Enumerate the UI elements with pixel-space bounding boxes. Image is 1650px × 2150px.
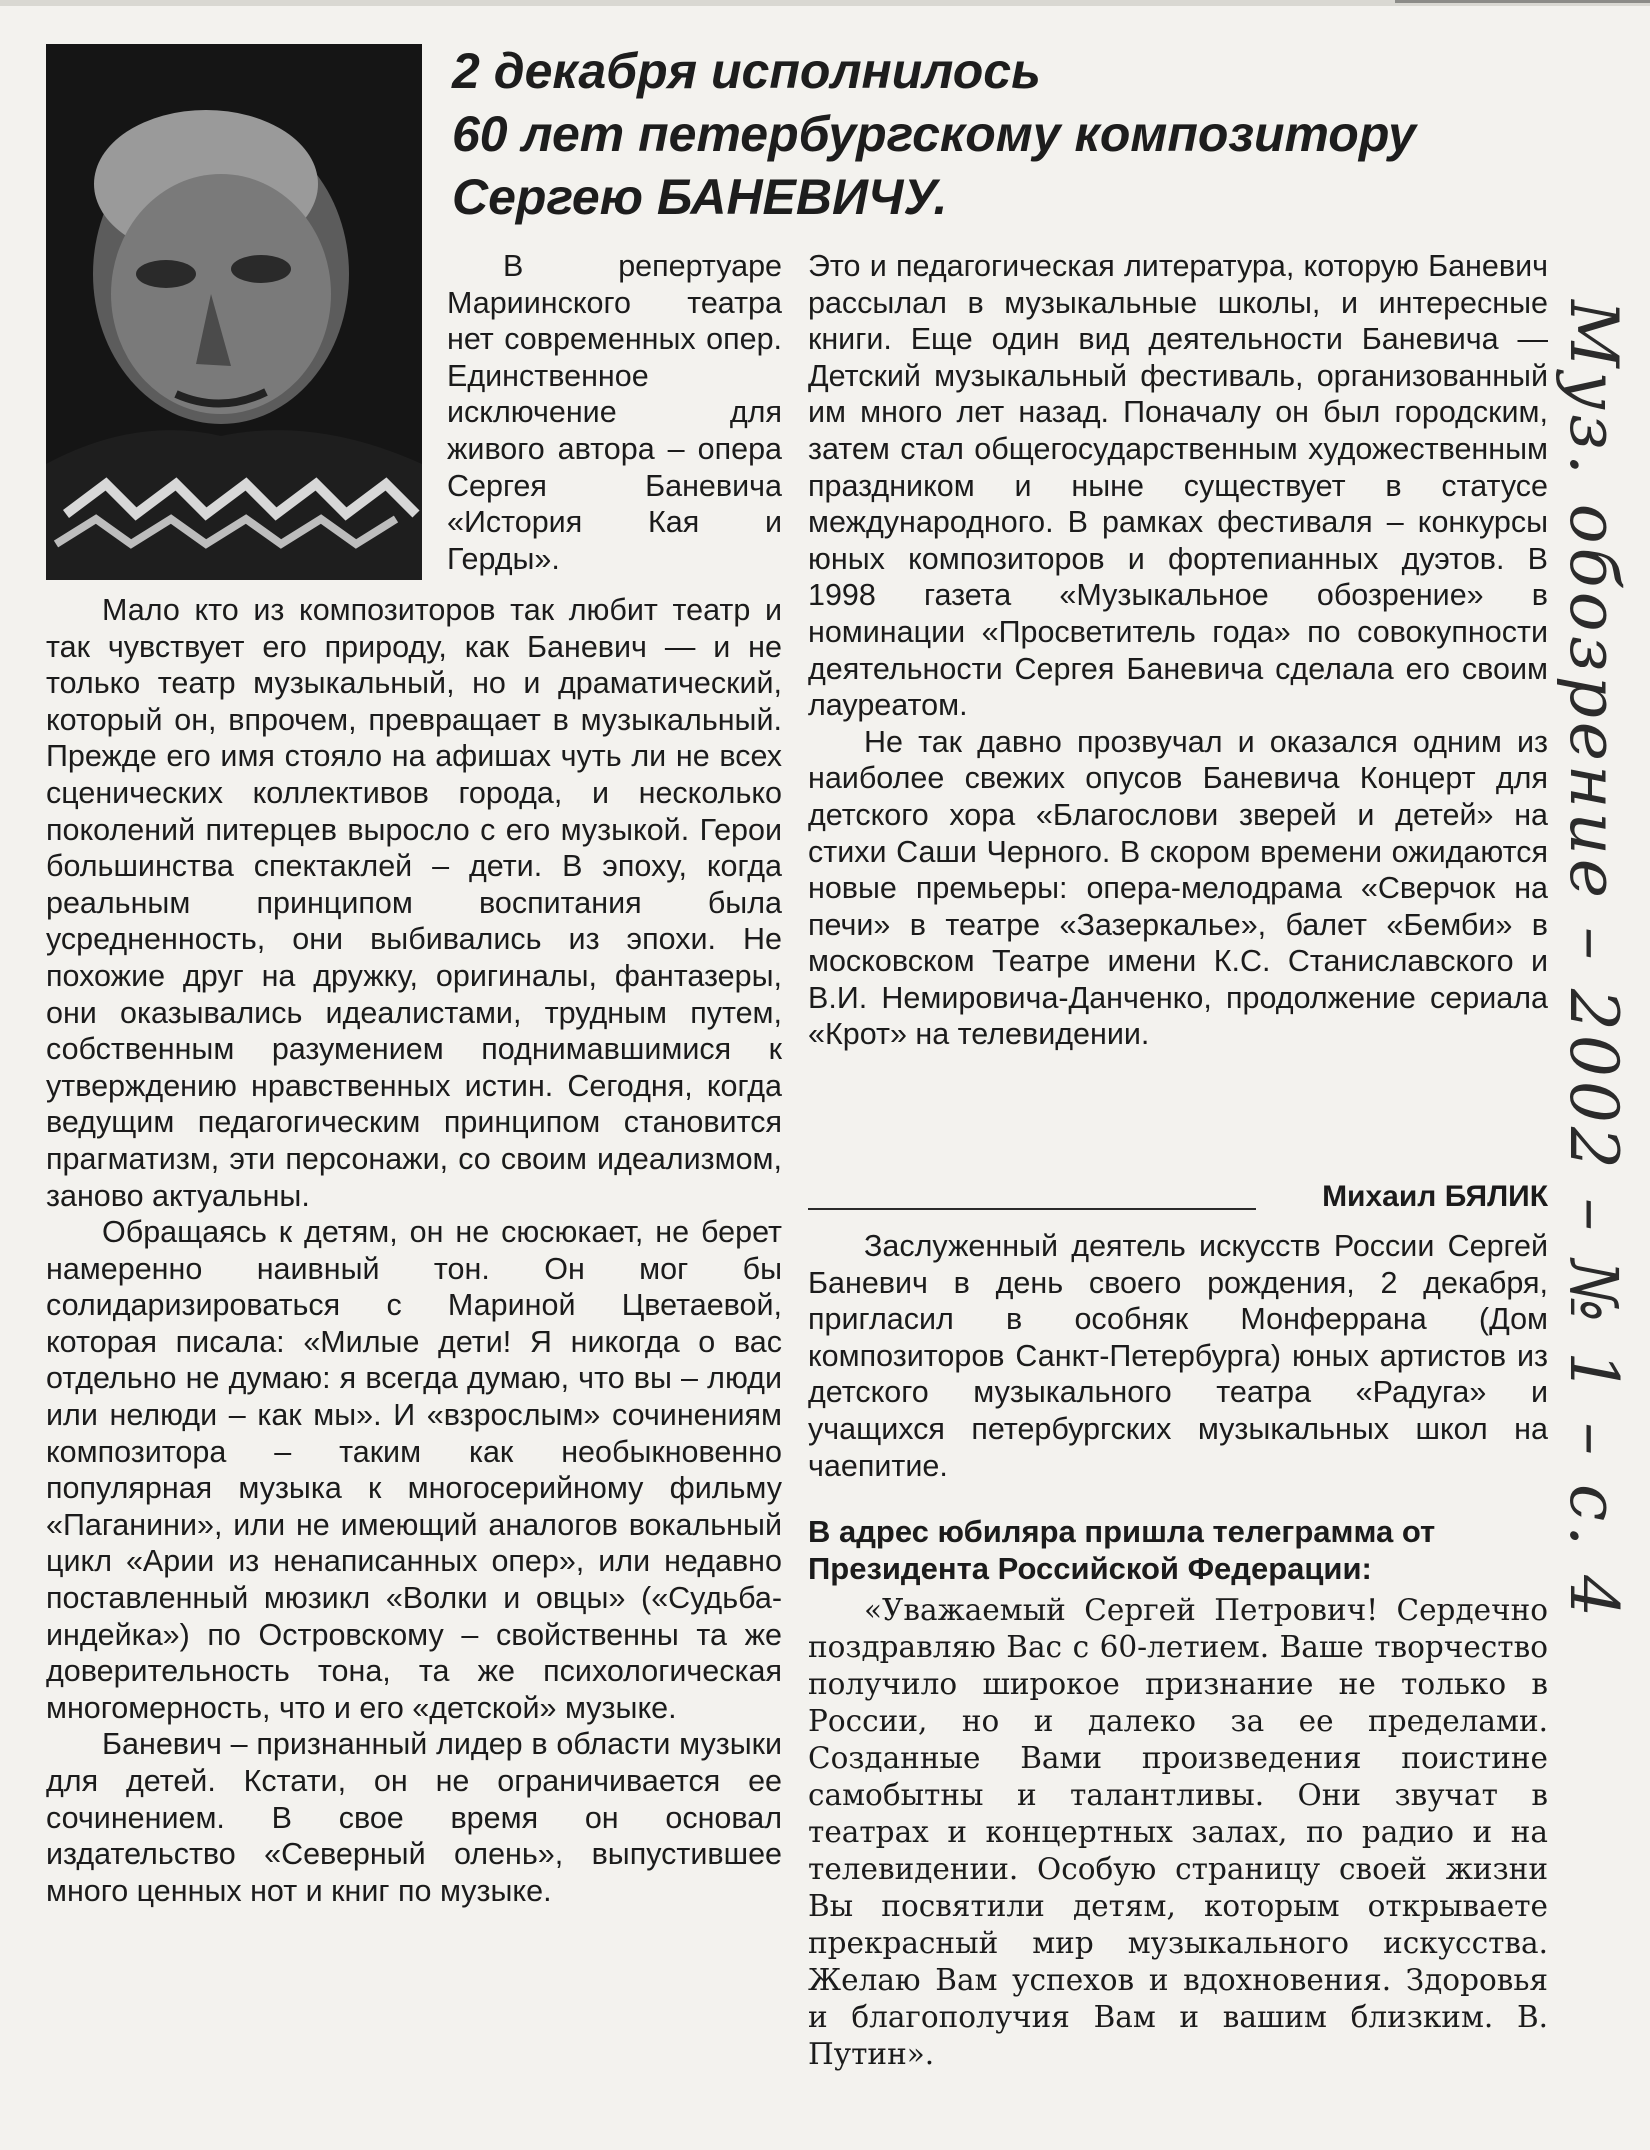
headline-line-1: 2 декабря исполнилось bbox=[452, 43, 1041, 99]
article-paragraph: Обращаясь к детям, он не сюсюкает, не берет намеренно наивный тон. Он мог бы солидаризироваться с Мариной Цветаевой, которая писала: «Милые дети! Я никогда о вас отдельно не думаю: я всегда думаю, что вы – люди или нелюди – как мы». И «взрослым» сочинениям композитора – таким как необыкновенно популярная музыка к многосерийному фильму «Паганини», или не имеющий аналогов вокальный цикл «Арии из ненаписанных опер», или недавно поставленный мюзикл «Волки и овцы» («Судьба-индейка») по Островскому – свойственны та же доверительность тона, та же психологическая многомерность, что и его «детской» музыке. bbox=[46, 1215, 782, 1725]
article-lead: В репертуаре Мариинского театра нет современных опер. Единственное исключение для живого автора – опера Сергея Баневича «История Кая и Герды». bbox=[447, 249, 782, 576]
column1-top bbox=[447, 248, 782, 577]
news-paragraph: Заслуженный деятель искусств России Сергей Баневич в день своего рождения, 2 декабря, пригласил в особняк Монферрана (Дом композиторов Санкт-Петербурга) юных артистов из детского музыкального театра «Радуга» и учащихся петербургских музыкальных школ на чаепитие. bbox=[808, 1229, 1548, 1483]
column2-body bbox=[808, 248, 1548, 1053]
article-paragraph: Не так давно прозвучал и оказался одним из наиболее свежих опусов Баневича Концерт для детского хора «Благослови зверей и детей» на стихи Саши Черного. В скором времени ожидаются новые премьеры: опера-мелодрама «Сверчок на печи» в театре «Зазеркалье», балет «Бемби» в московском Театре имени К.С. Станиславского и В.И. Немировича-Данченко, продолжение сериала «Крот» на телевидении. bbox=[808, 724, 1548, 1052]
author-signature bbox=[808, 1180, 1548, 1220]
composer-photo bbox=[46, 44, 422, 580]
top-rule bbox=[1395, 0, 1650, 3]
handwritten-annotation: Муз. обозрение – 2002 – № 1 – с. 4 bbox=[1555, 300, 1632, 1622]
author-name: Михаил БЯЛИК bbox=[1322, 1180, 1548, 1213]
telegram-body: «Уважаемый Сергей Петрович! Сердечно поздравляю Вас с 60-летием. Ваше творчество получило широкое признание не только в России, но и далеко за ее пределами. Созданные Вами произведения поистине самобытны и талантливы. Они звучат в театрах и концертных залах, по радио и на телевидении. Особую страницу своей жизни Вы посвятили детям, которым открываете прекрасный мир музыкального искусства. Желаю Вам успехов и вдохновения. Здоровья и благополучия Вам и вашим близким. В. Путин». bbox=[808, 1593, 1548, 2071]
article-paragraph: Это и педагогическая литература, которую Баневич рассылал в музыкальные школы, и интересные книги. Еще один вид деятельности Баневича — Детский музыкальный фестиваль, организованный им много лет назад. Поначалу он был городским, затем стал общегосударственным художественным праздником и ныне существует в статусе международного. В рамках фестиваля – конкурсы юных композиторов и фортепианных дуэтов. В 1998 газета «Музыкальное обозрение» в номинации «Просветитель года» по совокупности деятельности Сергея Баневича сделала его своим лауреатом. bbox=[808, 249, 1548, 723]
column1-body bbox=[46, 592, 782, 1909]
headline bbox=[452, 40, 1572, 229]
telegram-heading: В адрес юбиляра пришла телеграмма от Президента Российской Федерации: bbox=[808, 1514, 1436, 1586]
headline-line-2: 60 лет петербургскому композитору bbox=[452, 106, 1416, 162]
portrait-illustration bbox=[46, 44, 422, 580]
signature-rule bbox=[808, 1208, 1256, 1210]
article-paragraph: Баневич – признанный лидер в области музыки для детей. Кстати, он не ограничивается ее сочинением. В свое время он основал издательство «Северный олень», выпустившее много ценных нот и книг по музыке. bbox=[46, 1727, 782, 1908]
headline-line-3: Сергею БАНЕВИЧУ. bbox=[452, 169, 948, 225]
telegram-text bbox=[808, 1592, 1548, 2073]
column2-news bbox=[808, 1228, 1548, 1484]
article-paragraph: Мало кто из композиторов так любит театр и так чувствует его природу, как Баневич — и не только театр музыкальный, но и драматический, который он, впрочем, превращает в музыкальный. Прежде его имя стояло на афишах чуть ли не всех сценических коллективов города, и несколько поколений питерцев выросло с его музыкой. Герои большинства спектаклей – дети. В эпоху, когда реальным принципом воспитания была усредненность, они выбивались из эпохи. Не похожие друг на дружку, оригиналы, фантазеры, они оказывались идеалистами, трудным путем, собственным разумением поднимавшимися к утверждению нравственных истин. Сегодня, когда ведущим педагогическим принципом становится прагматизм, эти персонажи, со своим идеализмом, заново актуальны. bbox=[46, 593, 782, 1213]
